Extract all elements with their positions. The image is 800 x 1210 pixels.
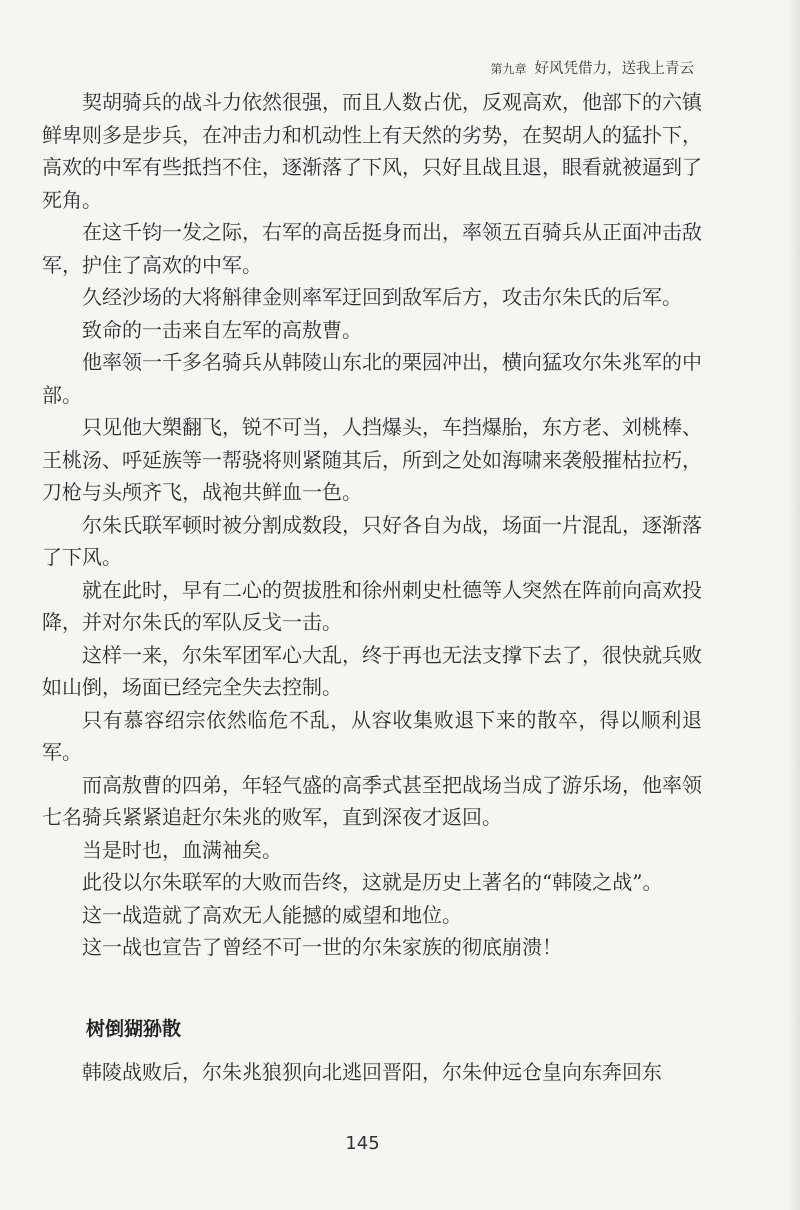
- paragraph-1: 契胡骑兵的战斗力依然很强，而且人数占优，反观高欢，他部下的六镇鲜卑则多是步兵，在冲击力和机动性上有天然的劣势，在契胡人的猛扑下，高欢的中军有些抵挡不住，逐渐落了下风，只好且战且退，眼看就被逼到了死角。: [42, 90, 702, 212]
- paragraph-8: 就在此时，早有二心的贺拔胜和徐州刺史杜德等人突然在阵前向高欢投降，并对尔朱氏的军队反戈一击。: [42, 577, 702, 634]
- chapter-label: 第九章: [490, 62, 527, 76]
- paragraph-4: 致命的一击来自左军的高敖曹。: [82, 317, 362, 342]
- paragraph-16: 韩陵战败后，尔朱兆狼狈向北逃回晋阳，尔朱仲远仓皇向东奔回东: [82, 1060, 662, 1084]
- paragraph-7: 尔朱氏联军顿时被分割成数段，只好各自为战，场面一片混乱，逐渐落了下风。: [42, 512, 702, 569]
- paragraph-15: 这一战也宣告了曾经不可一世的尔朱家族的彻底崩溃！: [82, 935, 562, 959]
- paragraph-11: 而高敖曹的四弟，年轻气盛的高季式甚至把战场当成了游乐场，他率领七名骑兵紧紧追赶尔朱兆的败军，直到深夜才返回。: [42, 772, 702, 829]
- page-number: 145: [345, 1133, 380, 1154]
- section-heading: 树倒猢狲散: [86, 1018, 182, 1040]
- running-header: [490, 57, 694, 78]
- paragraph-14: 这一战造就了高欢无人能撼的威望和地位。: [82, 902, 462, 927]
- paragraph-6: 只见他大槊翻飞，锐不可当，人挡爆头，车挡爆胎，东方老、刘桃棒、王桃汤、呼延族等一帮骁将则紧随其后，所到之处如海啸来袭般摧枯拉朽，刀枪与头颅齐飞，战袍共鲜血一色。: [42, 415, 702, 504]
- paragraph-3: 久经沙场的大将斛律金则率军迂回到敌军后方，攻击尔朱氏的后军。: [82, 285, 682, 309]
- paragraph-12: 当是时也，血满袖矣。: [82, 837, 282, 862]
- body-text: [42, 86, 702, 964]
- chapter-title: 好风凭借力，送我上青云: [534, 61, 694, 77]
- paragraph-5: 他率领一千多名骑兵从韩陵山东北的栗园冲出，横向猛攻尔朱兆军的中部。: [42, 350, 702, 407]
- paragraph-10: 只有慕容绍宗依然临危不乱，从容收集败退下来的散卒，得以顺利退军。: [42, 707, 702, 764]
- paragraph-9: 这样一来，尔朱军团军心大乱，终于再也无法支撑下去了，很快就兵败如山倒，场面已经完全失去控制。: [42, 642, 702, 699]
- paragraph-13: 此役以尔朱联军的大败而告终，这就是历史上著名的“韩陵之战”。: [82, 870, 663, 894]
- next-section-text: [42, 1056, 702, 1089]
- page-edge-shadow: [788, 0, 800, 1210]
- paragraph-2: 在这千钧一发之际，右军的高岳挺身而出，率领五百骑兵从正面冲击敌军，护住了高欢的中军。: [42, 220, 702, 277]
